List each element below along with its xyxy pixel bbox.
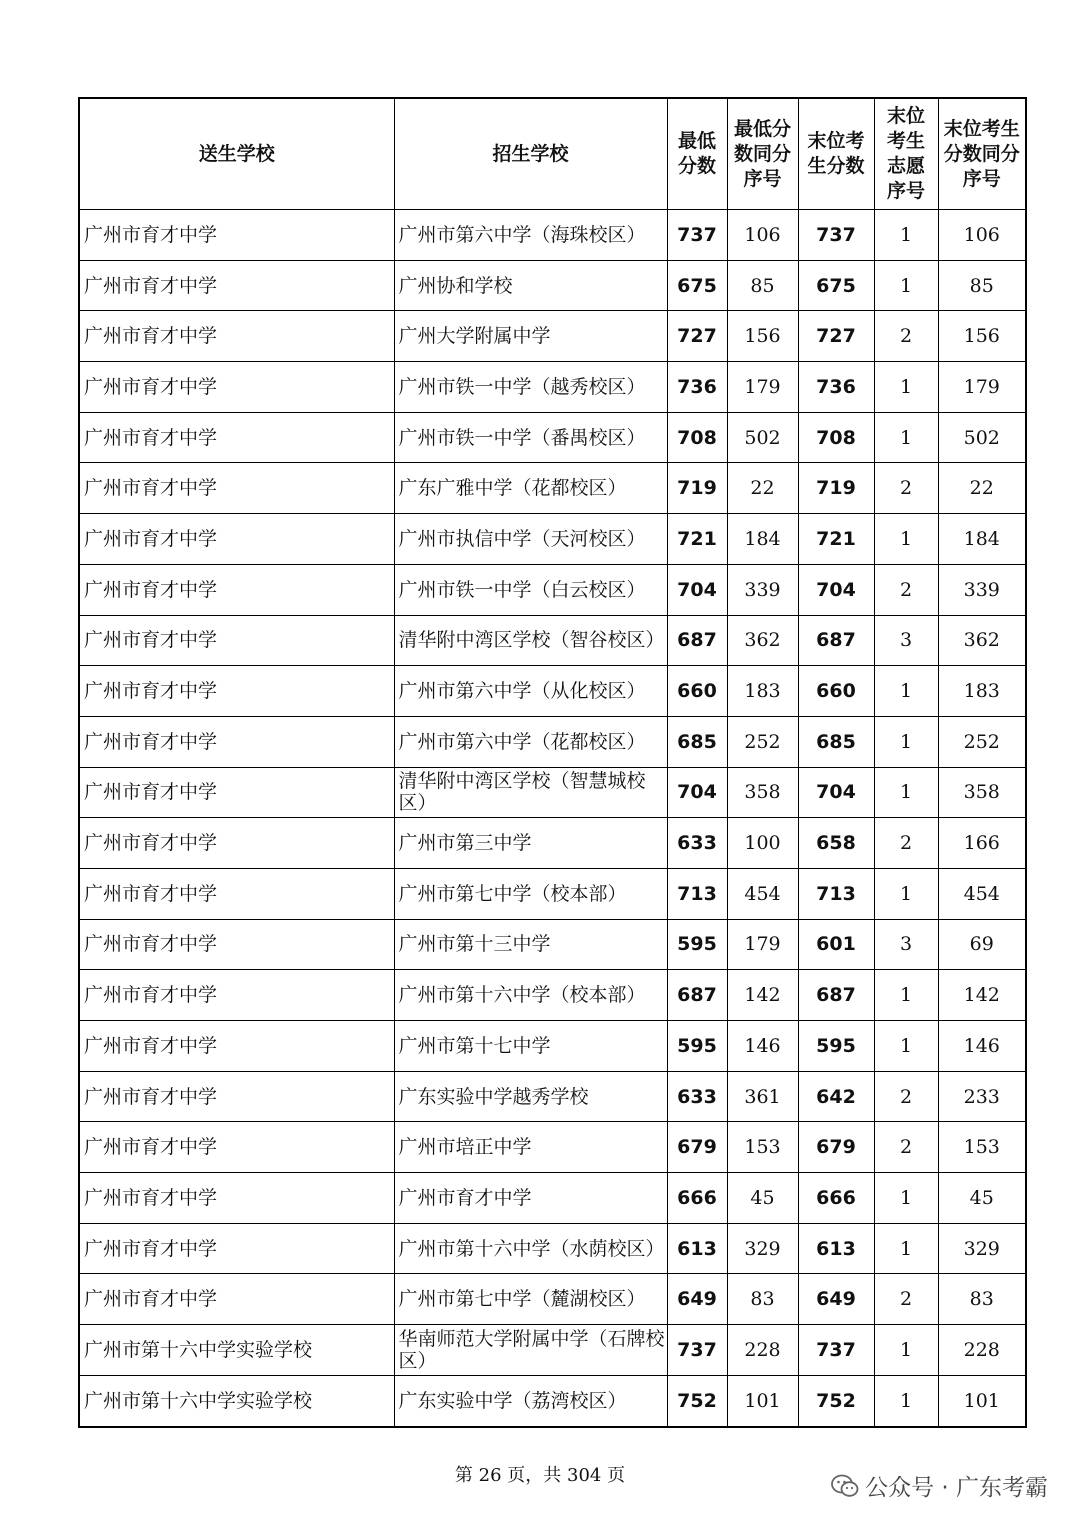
cell-last-choice-no: 3 (874, 919, 938, 970)
cell-sending-school: 广州市育才中学 (79, 615, 394, 666)
cell-admitting-school: 广州市第六中学（从化校区） (394, 666, 667, 717)
cell-min-score: 704 (667, 767, 727, 818)
cell-last-score-rank: 329 (938, 1223, 1026, 1274)
cell-last-score: 704 (798, 564, 874, 615)
table-row (79, 1223, 1026, 1274)
cell-last-choice-no: 2 (874, 311, 938, 362)
cell-min-score: 633 (667, 818, 727, 869)
cell-last-choice-no: 1 (874, 1325, 938, 1376)
cell-last-score: 704 (798, 767, 874, 818)
cell-admitting-school: 广东实验中学（荔湾校区） (394, 1375, 667, 1426)
table-row (79, 564, 1026, 615)
cell-admitting-school: 广州市铁一中学（白云校区） (394, 564, 667, 615)
cell-min-score: 727 (667, 311, 727, 362)
cell-admitting-school: 广州市铁一中学（越秀校区） (394, 362, 667, 413)
cell-last-score-rank: 358 (938, 767, 1026, 818)
cell-sending-school: 广州市育才中学 (79, 564, 394, 615)
cell-last-score-rank: 101 (938, 1375, 1026, 1426)
cell-sending-school: 广州市育才中学 (79, 311, 394, 362)
table-row (79, 412, 1026, 463)
table-row (79, 260, 1026, 311)
cell-last-choice-no: 1 (874, 1173, 938, 1224)
cell-sending-school: 广州市育才中学 (79, 1223, 394, 1274)
cell-admitting-school: 广州市第十七中学 (394, 1021, 667, 1072)
cell-last-score-rank: 228 (938, 1325, 1026, 1376)
cell-admitting-school: 广州大学附属中学 (394, 311, 667, 362)
cell-min-score-rank: 101 (727, 1375, 798, 1426)
cell-last-score-rank: 142 (938, 970, 1026, 1021)
cell-last-score: 613 (798, 1223, 874, 1274)
wechat-icon (831, 1474, 859, 1498)
table-row (79, 716, 1026, 767)
cell-sending-school: 广州市育才中学 (79, 716, 394, 767)
cell-min-score-rank: 339 (727, 564, 798, 615)
cell-min-score-rank: 153 (727, 1122, 798, 1173)
cell-last-choice-no: 1 (874, 412, 938, 463)
header-last-choice-no: 末位 考生 志愿 序号 (874, 98, 938, 210)
cell-min-score-rank: 502 (727, 412, 798, 463)
cell-sending-school: 广州市育才中学 (79, 666, 394, 717)
cell-last-score-rank: 83 (938, 1274, 1026, 1325)
cell-min-score-rank: 22 (727, 463, 798, 514)
cell-admitting-school: 广东广雅中学（花都校区） (394, 463, 667, 514)
cell-min-score-rank: 228 (727, 1325, 798, 1376)
cell-last-score: 752 (798, 1375, 874, 1426)
cell-last-score: 642 (798, 1071, 874, 1122)
cell-min-score: 713 (667, 868, 727, 919)
cell-admitting-school: 清华附中湾区学校（智谷校区） (394, 615, 667, 666)
cell-last-score-rank: 179 (938, 362, 1026, 413)
cell-last-score-rank: 183 (938, 666, 1026, 717)
header-last-score-rank: 末位考生 分数同分 序号 (938, 98, 1026, 210)
table-row (79, 210, 1026, 261)
cell-min-score: 721 (667, 514, 727, 565)
cell-last-score: 601 (798, 919, 874, 970)
cell-last-choice-no: 1 (874, 666, 938, 717)
cell-last-score: 687 (798, 615, 874, 666)
cell-admitting-school: 广州市培正中学 (394, 1122, 667, 1173)
table-body (79, 210, 1026, 1427)
cell-admitting-school: 广州协和学校 (394, 260, 667, 311)
cell-sending-school: 广州市育才中学 (79, 362, 394, 413)
cell-last-choice-no: 1 (874, 767, 938, 818)
cell-admitting-school: 广州市第十六中学（水荫校区） (394, 1223, 667, 1274)
table-row (79, 615, 1026, 666)
cell-last-score: 719 (798, 463, 874, 514)
cell-min-score-rank: 156 (727, 311, 798, 362)
cell-admitting-school: 清华附中湾区学校（智慧城校区） (394, 767, 667, 818)
cell-min-score-rank: 329 (727, 1223, 798, 1274)
cell-last-score-rank: 146 (938, 1021, 1026, 1072)
cell-min-score: 660 (667, 666, 727, 717)
cell-last-score-rank: 85 (938, 260, 1026, 311)
table-row (79, 767, 1026, 818)
cell-min-score-rank: 179 (727, 362, 798, 413)
cell-last-choice-no: 1 (874, 868, 938, 919)
cell-min-score: 685 (667, 716, 727, 767)
cell-min-score: 737 (667, 210, 727, 261)
cell-min-score: 595 (667, 1021, 727, 1072)
header-min-score: 最低 分数 (667, 98, 727, 210)
cell-last-choice-no: 1 (874, 716, 938, 767)
cell-last-score-rank: 339 (938, 564, 1026, 615)
cell-sending-school: 广州市育才中学 (79, 970, 394, 1021)
cell-last-choice-no: 2 (874, 564, 938, 615)
table-row (79, 919, 1026, 970)
table-row (79, 868, 1026, 919)
cell-min-score-rank: 85 (727, 260, 798, 311)
cell-last-score: 737 (798, 1325, 874, 1376)
table-row (79, 1122, 1026, 1173)
cell-last-choice-no: 1 (874, 1021, 938, 1072)
cell-last-score-rank: 156 (938, 311, 1026, 362)
cell-admitting-school: 广州市第十三中学 (394, 919, 667, 970)
cell-last-score: 687 (798, 970, 874, 1021)
cell-last-score-rank: 69 (938, 919, 1026, 970)
cell-min-score: 737 (667, 1325, 727, 1376)
cell-last-choice-no: 2 (874, 463, 938, 514)
cell-sending-school: 广州市育才中学 (79, 818, 394, 869)
cell-min-score: 675 (667, 260, 727, 311)
cell-sending-school: 广州市第十六中学实验学校 (79, 1375, 394, 1426)
cell-last-score-rank: 502 (938, 412, 1026, 463)
cell-admitting-school: 广州市第十六中学（校本部） (394, 970, 667, 1021)
table-row (79, 311, 1026, 362)
cell-admitting-school: 广州市育才中学 (394, 1173, 667, 1224)
cell-min-score: 666 (667, 1173, 727, 1224)
cell-min-score-rank: 83 (727, 1274, 798, 1325)
cell-last-score: 660 (798, 666, 874, 717)
table-row (79, 666, 1026, 717)
cell-admitting-school: 广东实验中学越秀学校 (394, 1071, 667, 1122)
cell-min-score: 595 (667, 919, 727, 970)
cell-last-choice-no: 1 (874, 970, 938, 1021)
cell-last-choice-no: 1 (874, 1223, 938, 1274)
cell-last-choice-no: 1 (874, 362, 938, 413)
cell-last-score: 679 (798, 1122, 874, 1173)
cell-last-score-rank: 233 (938, 1071, 1026, 1122)
table-row (79, 514, 1026, 565)
cell-sending-school: 广州市育才中学 (79, 1173, 394, 1224)
cell-admitting-school: 广州市第三中学 (394, 818, 667, 869)
cell-min-score-rank: 184 (727, 514, 798, 565)
cell-min-score: 704 (667, 564, 727, 615)
cell-last-score-rank: 252 (938, 716, 1026, 767)
cell-min-score: 649 (667, 1274, 727, 1325)
cell-sending-school: 广州市育才中学 (79, 1122, 394, 1173)
cell-last-choice-no: 2 (874, 1071, 938, 1122)
cell-admitting-school: 广州市第六中学（海珠校区） (394, 210, 667, 261)
table-row (79, 1173, 1026, 1224)
cell-min-score-rank: 146 (727, 1021, 798, 1072)
cell-min-score-rank: 142 (727, 970, 798, 1021)
header-admitting-school: 招生学校 (394, 98, 667, 210)
cell-last-choice-no: 1 (874, 260, 938, 311)
cell-last-score: 685 (798, 716, 874, 767)
watermark (831, 1469, 1048, 1502)
table-header-row (79, 98, 1026, 210)
cell-min-score-rank: 252 (727, 716, 798, 767)
cell-min-score: 687 (667, 970, 727, 1021)
cell-min-score: 679 (667, 1122, 727, 1173)
cell-min-score: 633 (667, 1071, 727, 1122)
cell-last-choice-no: 2 (874, 1122, 938, 1173)
cell-sending-school: 广州市育才中学 (79, 210, 394, 261)
cell-admitting-school: 广州市第七中学（校本部） (394, 868, 667, 919)
cell-min-score: 687 (667, 615, 727, 666)
cell-last-choice-no: 1 (874, 1375, 938, 1426)
cell-last-score-rank: 153 (938, 1122, 1026, 1173)
cell-last-score: 713 (798, 868, 874, 919)
table-row (79, 362, 1026, 413)
cell-sending-school: 广州市育才中学 (79, 1274, 394, 1325)
cell-last-choice-no: 1 (874, 210, 938, 261)
table-row (79, 1021, 1026, 1072)
cell-admitting-school: 华南师范大学附属中学（石牌校区） (394, 1325, 667, 1376)
cell-last-score-rank: 184 (938, 514, 1026, 565)
cell-sending-school: 广州市育才中学 (79, 1021, 394, 1072)
watermark-text: 公众号 · 广东考霸 (865, 1475, 1048, 1501)
header-last-score: 末位考 生分数 (798, 98, 874, 210)
cell-min-score-rank: 358 (727, 767, 798, 818)
cell-min-score-rank: 106 (727, 210, 798, 261)
cell-min-score: 736 (667, 362, 727, 413)
cell-last-score-rank: 362 (938, 615, 1026, 666)
cell-min-score-rank: 361 (727, 1071, 798, 1122)
cell-sending-school: 广州市育才中学 (79, 463, 394, 514)
cell-last-score-rank: 45 (938, 1173, 1026, 1224)
cell-last-choice-no: 1 (874, 514, 938, 565)
cell-sending-school: 广州市育才中学 (79, 1071, 394, 1122)
table-row (79, 818, 1026, 869)
cell-min-score: 719 (667, 463, 727, 514)
table-row (79, 970, 1026, 1021)
cell-last-choice-no: 2 (874, 1274, 938, 1325)
cell-last-score: 737 (798, 210, 874, 261)
cell-last-score: 727 (798, 311, 874, 362)
cell-sending-school: 广州市育才中学 (79, 919, 394, 970)
cell-min-score: 613 (667, 1223, 727, 1274)
cell-sending-school: 广州市育才中学 (79, 767, 394, 818)
cell-min-score-rank: 183 (727, 666, 798, 717)
cell-last-score: 649 (798, 1274, 874, 1325)
table-row (79, 1274, 1026, 1325)
cell-min-score-rank: 179 (727, 919, 798, 970)
cell-last-score: 658 (798, 818, 874, 869)
cell-last-choice-no: 2 (874, 818, 938, 869)
table-row (79, 1325, 1026, 1376)
cell-last-score-rank: 454 (938, 868, 1026, 919)
cell-last-choice-no: 3 (874, 615, 938, 666)
table-row (79, 1071, 1026, 1122)
cell-sending-school: 广州市育才中学 (79, 260, 394, 311)
cell-min-score: 752 (667, 1375, 727, 1426)
score-table (78, 97, 1027, 1428)
header-min-score-rank: 最低分 数同分 序号 (727, 98, 798, 210)
cell-last-score-rank: 106 (938, 210, 1026, 261)
cell-admitting-school: 广州市第七中学（麓湖校区） (394, 1274, 667, 1325)
cell-admitting-school: 广州市执信中学（天河校区） (394, 514, 667, 565)
table-row (79, 463, 1026, 514)
cell-min-score-rank: 45 (727, 1173, 798, 1224)
table-row (79, 1375, 1026, 1426)
cell-admitting-school: 广州市第六中学（花都校区） (394, 716, 667, 767)
page-number: 第 26 页，共 304 页 (454, 1465, 626, 1486)
cell-last-score: 721 (798, 514, 874, 565)
cell-min-score: 708 (667, 412, 727, 463)
header-sending-school: 送生学校 (79, 98, 394, 210)
cell-last-score: 708 (798, 412, 874, 463)
cell-last-score: 675 (798, 260, 874, 311)
cell-last-score: 736 (798, 362, 874, 413)
cell-last-score-rank: 166 (938, 818, 1026, 869)
cell-last-score: 666 (798, 1173, 874, 1224)
cell-sending-school: 广州市育才中学 (79, 412, 394, 463)
cell-last-score-rank: 22 (938, 463, 1026, 514)
cell-last-score: 595 (798, 1021, 874, 1072)
cell-sending-school: 广州市第十六中学实验学校 (79, 1325, 394, 1376)
cell-admitting-school: 广州市铁一中学（番禺校区） (394, 412, 667, 463)
cell-sending-school: 广州市育才中学 (79, 868, 394, 919)
cell-min-score-rank: 362 (727, 615, 798, 666)
cell-min-score-rank: 100 (727, 818, 798, 869)
cell-min-score-rank: 454 (727, 868, 798, 919)
cell-sending-school: 广州市育才中学 (79, 514, 394, 565)
